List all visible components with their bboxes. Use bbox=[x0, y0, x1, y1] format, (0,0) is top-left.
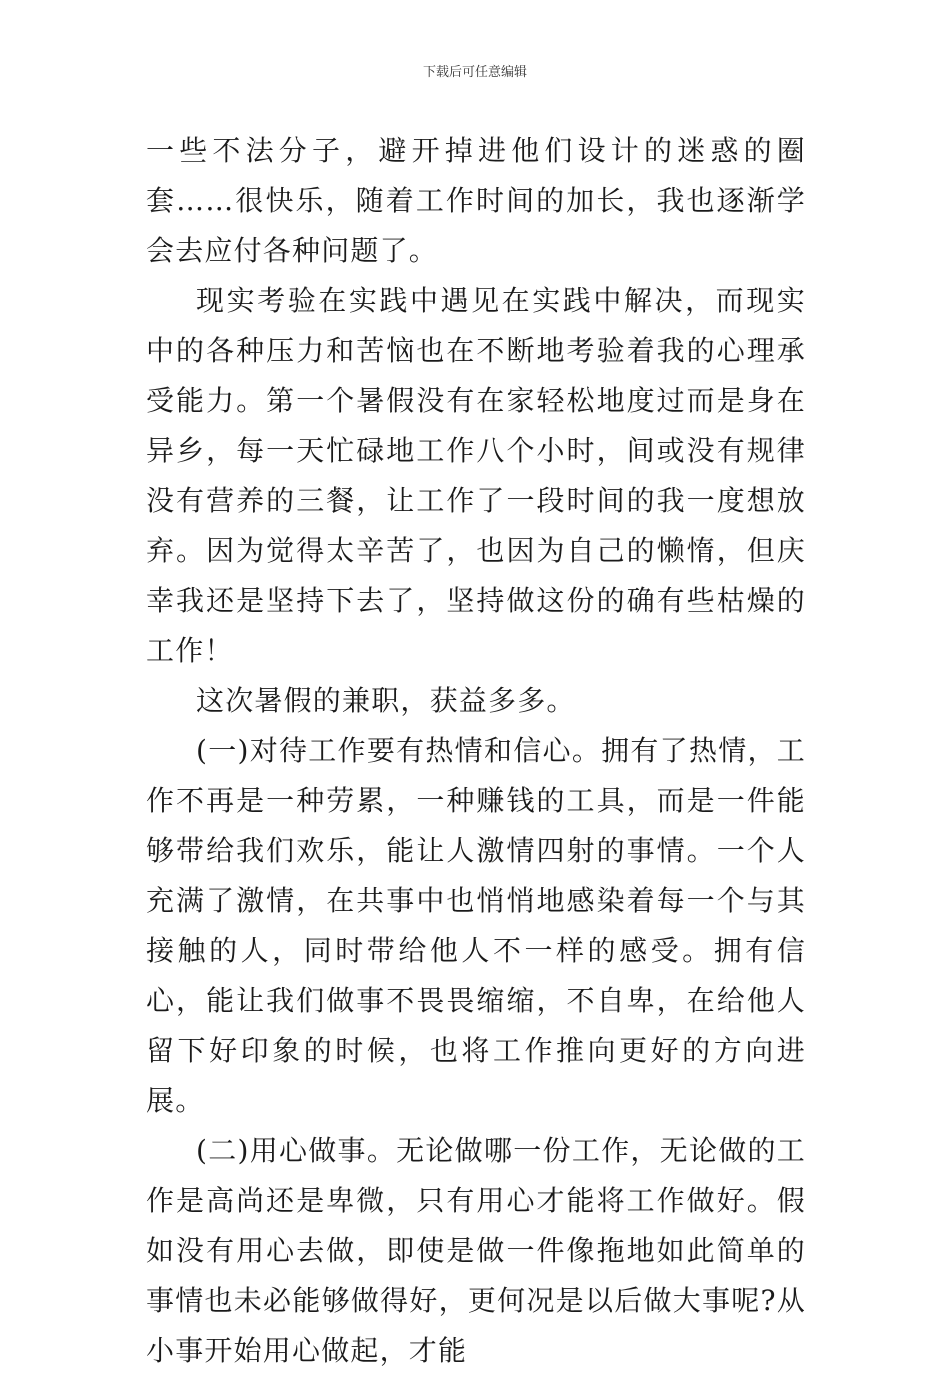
page-header: 下载后可任意编辑 bbox=[422, 65, 527, 80]
paragraph-3: 这次暑假的兼职，获益多多。 bbox=[196, 684, 576, 717]
paragraph-2: 现实考验在实践中遇见在实践中解决，而现实中的各种压力和苦恼也在不断地考验着我的心理承受能力。第一个暑假没有在家轻松地度过而是身在异乡，每一天忙碌地工作八个小时，间或没有规律没有营养的三餐，让工作了一段时间的我一度想放弃。因为觉得太辛苦了，也因为自己的懒惰，但庆幸我还是坚持下去了，坚持做这份的确有些枯燥的工作！ bbox=[146, 284, 806, 667]
paragraph-1: 一些不法分子，避开掉进他们设计的迷惑的圈套……很快乐，随着工作时间的加长，我也逐渐学会去应付各种问题了。 bbox=[146, 134, 806, 267]
document-body bbox=[146, 126, 806, 1376]
paragraph-5: (二)用心做事。无论做哪一份工作，无论做的工作是高尚还是卑微，只有用心才能将工作做好。假如没有用心去做，即使是做一件像拖地如此简单的事情也未必能够做得好，更何况是以后做大事呢?从小事开始用心做起，才能 bbox=[146, 1134, 807, 1367]
paragraph-4: (一)对待工作要有热情和信心。拥有了热情，工作不再是一种劳累，一种赚钱的工具，而是一件能够带给我们欢乐，能让人激情四射的事情。一个人充满了激情，在共事中也悄悄地感染着每一个与其接触的人，同时带给他人不一样的感受。拥有信心，能让我们做事不畏畏缩缩，不自卑，在给他人留下好印象的时候，也将工作推向更好的方向进展。 bbox=[146, 734, 807, 1117]
